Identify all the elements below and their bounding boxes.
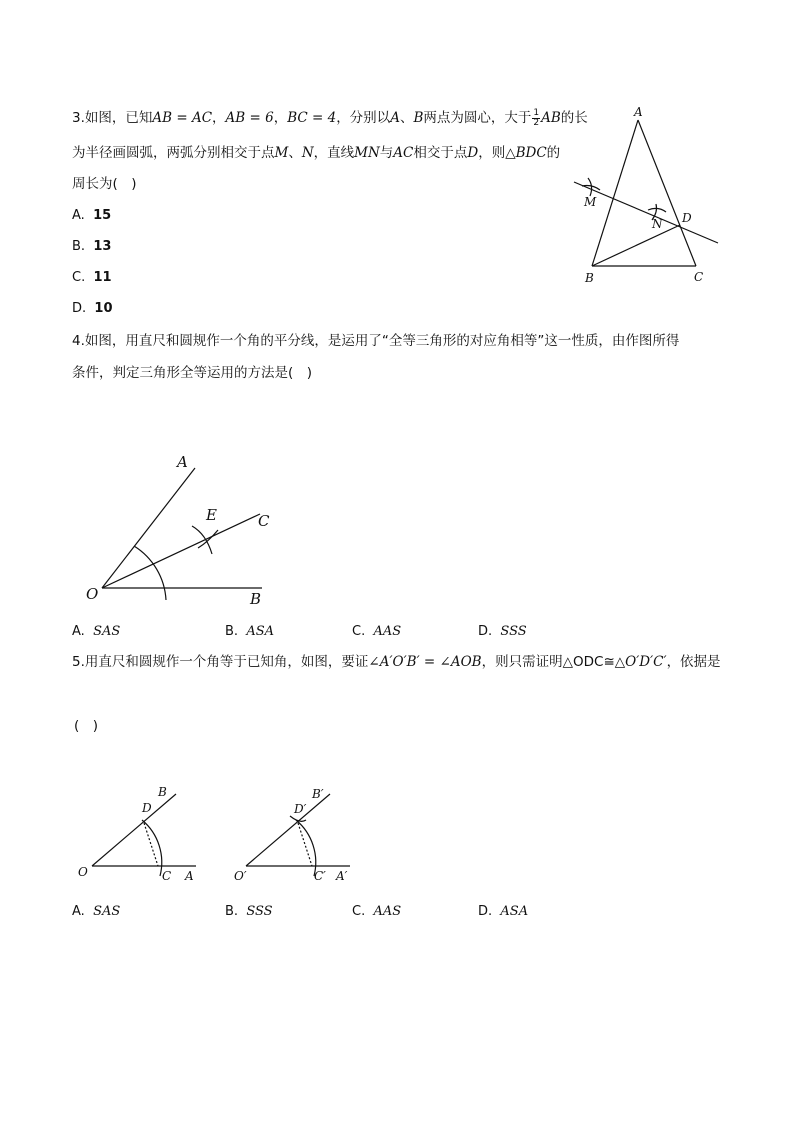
segment-bd xyxy=(592,225,680,266)
q3-option-b[interactable]: B. 13 xyxy=(72,239,112,254)
label-n: N xyxy=(652,217,663,231)
label-o: O xyxy=(78,865,88,879)
q4-option-a[interactable]: A. SAS xyxy=(72,624,121,639)
q5-option-d[interactable]: D. ASA xyxy=(478,904,529,919)
q3-option-a[interactable]: A. 15 xyxy=(72,208,112,223)
label-b: B xyxy=(158,785,167,799)
q3-option-c[interactable]: C. 11 xyxy=(72,270,112,285)
label-c: C xyxy=(258,512,270,530)
label-b: B xyxy=(250,590,262,608)
one-half-fraction: $\frac{1}{2}$ xyxy=(533,107,540,128)
label-c: C xyxy=(162,869,172,883)
label-b-prime: B′ xyxy=(312,787,324,801)
q5-figure-copied-angle xyxy=(230,780,365,890)
q4-line2: 条件，判定三角形全等运用的方法是( ) xyxy=(72,365,313,381)
arc-dc xyxy=(142,820,162,876)
label-c: C xyxy=(694,270,704,284)
q3-line3: 周长为( ) xyxy=(72,176,137,192)
label-a: A xyxy=(634,105,643,119)
q5-figure-original-angle xyxy=(72,780,202,890)
ray-ob xyxy=(92,794,176,866)
q3-triangle-figure xyxy=(570,100,730,290)
q5-option-a[interactable]: A. SAS xyxy=(72,904,121,919)
label-d: D xyxy=(682,211,692,225)
q4-angle-bisector-figure xyxy=(80,450,280,610)
arc-d-c-prime xyxy=(296,820,316,876)
q3-option-d[interactable]: D. 10 xyxy=(72,301,113,316)
label-o-prime: O′ xyxy=(234,869,247,883)
label-d: D xyxy=(142,801,152,815)
ray-o-b-prime xyxy=(246,794,330,866)
label-e: E xyxy=(206,506,217,524)
ray-oc xyxy=(102,514,260,588)
ray-oa xyxy=(102,468,195,588)
label-a: A xyxy=(185,869,194,883)
line-mn xyxy=(574,182,718,243)
label-m: M xyxy=(584,195,597,209)
side-ac xyxy=(638,120,696,266)
q5-line2: ( ) xyxy=(74,718,99,734)
q5-option-c[interactable]: C. AAS xyxy=(352,904,402,919)
q4-option-b[interactable]: B. ASA xyxy=(225,624,275,639)
label-c-prime: C′ xyxy=(314,869,326,883)
q3-line2: 为半径画圆弧，两弧分别相交于点M、N，直线MN与AC相交于点D，则△BDC的 xyxy=(72,145,561,161)
label-b: B xyxy=(585,271,594,285)
label-a: A xyxy=(177,453,188,471)
q4-option-d[interactable]: D. SSS xyxy=(478,624,527,639)
q5-option-b[interactable]: B. SSS xyxy=(225,904,273,919)
arc-compass xyxy=(134,546,166,600)
arc-m-1 xyxy=(588,178,592,196)
q3-line1: 3.如图，已知AB = AC，AB = 6，BC = 4，分别以A、B两点为圆心，大于 $\frac{1}{2}$ AB的长 xyxy=(72,107,588,128)
q4-option-c[interactable]: C. AAS xyxy=(352,624,402,639)
q5-line1: 5.用直尺和圆规作一个角等于已知角，如图，要证∠A′O′B′ = ∠AOB，则只需证明△ODC≅△O′D′C′，依据是 xyxy=(72,654,721,670)
label-d-prime: D′ xyxy=(294,802,307,816)
label-a-prime: A′ xyxy=(336,869,348,883)
q4-line1: 4.如图，用直尺和圆规作一个角的平分线，是运用了“全等三角形的对应角相等”这一性质，由作图所得 xyxy=(72,333,680,349)
label-o: O xyxy=(86,585,99,603)
